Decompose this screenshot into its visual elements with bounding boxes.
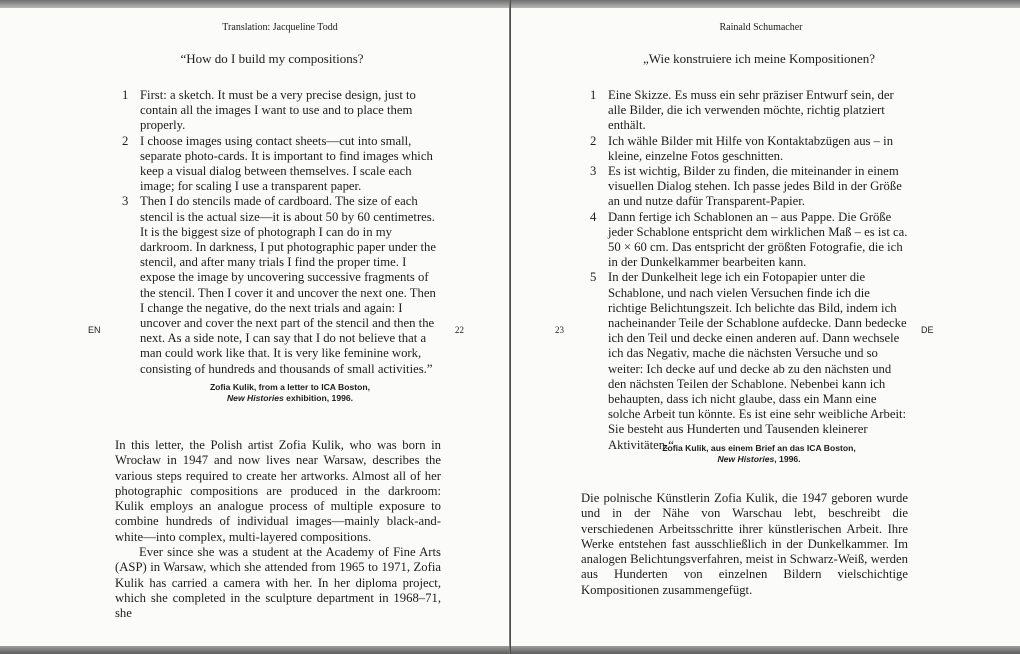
list-item-text: Es ist wichtig, Bilder zu finden, die miteinander in einem visuellen Dialog stehen. Ich passe jedes Bild in der Größe an und nutze dafür Transparent-Papier. [608, 164, 902, 209]
list-item [590, 133, 910, 164]
caption-exhibition-title: New Histories [226, 393, 284, 403]
body-paragraph: Die polnische Künstlerin Zofia Kulik, die 1947 geboren wurde und in der Nähe von Warschau lebt, beschreibt die verschiedenen Arbeitsschritte ihrer künstlerischen Arbeit. Ihre Werke entstehen fast ausschließlich in der Dunkelkammer. Im analogen Belichtungsverfahren, meist in Schwarz-Weiß, werden aus Hunderten von einzelnen Bildern vielschichtige Kompositionen zusammengefügt. [581, 491, 908, 597]
list-item [122, 194, 440, 376]
list-item-number: 4 [590, 209, 597, 224]
list-item-text: Then I do stencils made of cardboard. The size of each stencil is the actual size—it is about 50 by 60 centimetres. It is the biggest size of photograph I can do in my darkroom. In darkness, I put photographic paper under the stencil, and after many trials I find the proper time. I expose the image by uncovering successive fragments of the stencil. Then I cover it and uncover the next one. Then I change the negative, do the next trials and again: I uncover and cover the next part of the stencil and then the next. As a side note, I can say that I do not believe that a man could work like that. It is very like feminine work, consisting of hundreds and thousands of small activities.” [140, 194, 436, 376]
list-item-text: In der Dunkelheit lege ich ein Fotopapier unter die Schablone, und nach vielen Versuchen finde ich die richtige Belichtungszeit. Ich belichte das Bild, indem ich nacheinander Teile der Schablone aufdecke. Dann bedecke ich den Teil und decke einen anderen auf. Dann wechsele ich das Negativ, mache die nächsten Versuche und so weiter: Ich decke auf und decke ab zu den nächsten und den nächsten Teilen der Schablone. Nebenbei kann ich behaupten, dass ich nicht glaube, dass ein Mann eine solche Arbeit tun könnte. Es ist eine sehr weibliche Arbeit: Sie besteht aus Hunderten und Tausenden kleinerer Aktivitäten.“ [608, 270, 907, 452]
list-item-number: 1 [590, 88, 597, 102]
quote-source-caption [608, 443, 910, 465]
list-item [590, 88, 910, 134]
list-item [122, 133, 440, 195]
running-head-translator: Translation: Jacqueline Todd [222, 22, 338, 33]
page-number: 22 [455, 325, 464, 335]
quote-source-caption [140, 382, 440, 404]
list-item-number: 5 [590, 270, 597, 285]
caption-line: Zofia Kulik, aus einem Brief an das ICA Boston, [662, 443, 856, 453]
right-page [511, 8, 1020, 646]
list-item-number: 3 [590, 164, 597, 179]
list-item-text: I choose images using contact sheets—cut into small, separate photo-cards. It is important to find images which keep a visual dialog between themselves. I scale each image; for scaling I use a transparent paper. [140, 133, 433, 194]
list-item-number: 1 [122, 88, 129, 102]
list-item-text: Ich wähle Bilder mit Hilfe von Kontaktabzügen aus – in kleine, einzelne Fotos geschnitten. [608, 133, 894, 163]
body-paragraph: Ever since she was a student at the Academy of Fine Arts (ASP) in Warsaw, which she attended from 1965 to 1971, Zofia Kulik has carried a camera with her. In her diploma project, which she completed in the sculpture department in 1968–71, she [115, 545, 441, 621]
list-item-text: Eine Skizze. Es muss ein sehr präziser Entwurf sein, der alle Bilder, die ich verwenden möchte, richtig platziert enthält. [608, 88, 894, 133]
left-page [0, 8, 509, 646]
composition-steps-list [122, 88, 440, 377]
essay-body [581, 491, 908, 598]
caption-exhibition-title: New Histories [717, 454, 775, 464]
list-item [590, 270, 910, 452]
list-item-text: First: a sketch. It must be a very precise design, just to contain all the images I want to use and to place them properly. [140, 88, 416, 133]
composition-steps-list [590, 88, 910, 453]
list-item-number: 3 [122, 194, 129, 209]
quote-heading: „Wie konstruiere ich meine Kompositionen? [643, 51, 875, 66]
caption-line: Zofia Kulik, from a letter to ICA Boston, [209, 382, 371, 392]
caption-line: , 1996. [774, 454, 801, 464]
list-item-text: Dann fertige ich Schablonen an – aus Pappe. Die Größe jeder Schablone entspricht dem wirklichen Maß – es ist ca. 50 × 60 cm. Das entspricht der größten Fotografie, die ich in der Dunkelkammer bearbeiten kann. [608, 209, 908, 270]
running-head-author: Rainald Schumacher [719, 22, 803, 33]
page-number: 23 [555, 325, 564, 335]
list-item-number: 2 [122, 133, 129, 148]
language-label: EN [88, 325, 101, 335]
list-item [590, 164, 910, 210]
quote-heading: “How do I build my compositions? [180, 51, 364, 66]
list-item [122, 88, 440, 134]
body-paragraph: In this letter, the Polish artist Zofia Kulik, who was born in Wrocław in 1947 and now lives near Warsaw, describes the various steps required to create her artworks. Almost all of her photographic compositions are produced in the darkroom: Kulik employs an analogue process of multiple exposure to combine hundreds of individual images—mainly black-and-white—into complex, multi-layered compositions. [115, 438, 441, 544]
essay-body [115, 438, 441, 622]
list-item [590, 209, 910, 271]
language-label: DE [921, 325, 934, 335]
list-item-number: 2 [590, 133, 597, 148]
caption-line: exhibition, 1996. [283, 393, 354, 403]
